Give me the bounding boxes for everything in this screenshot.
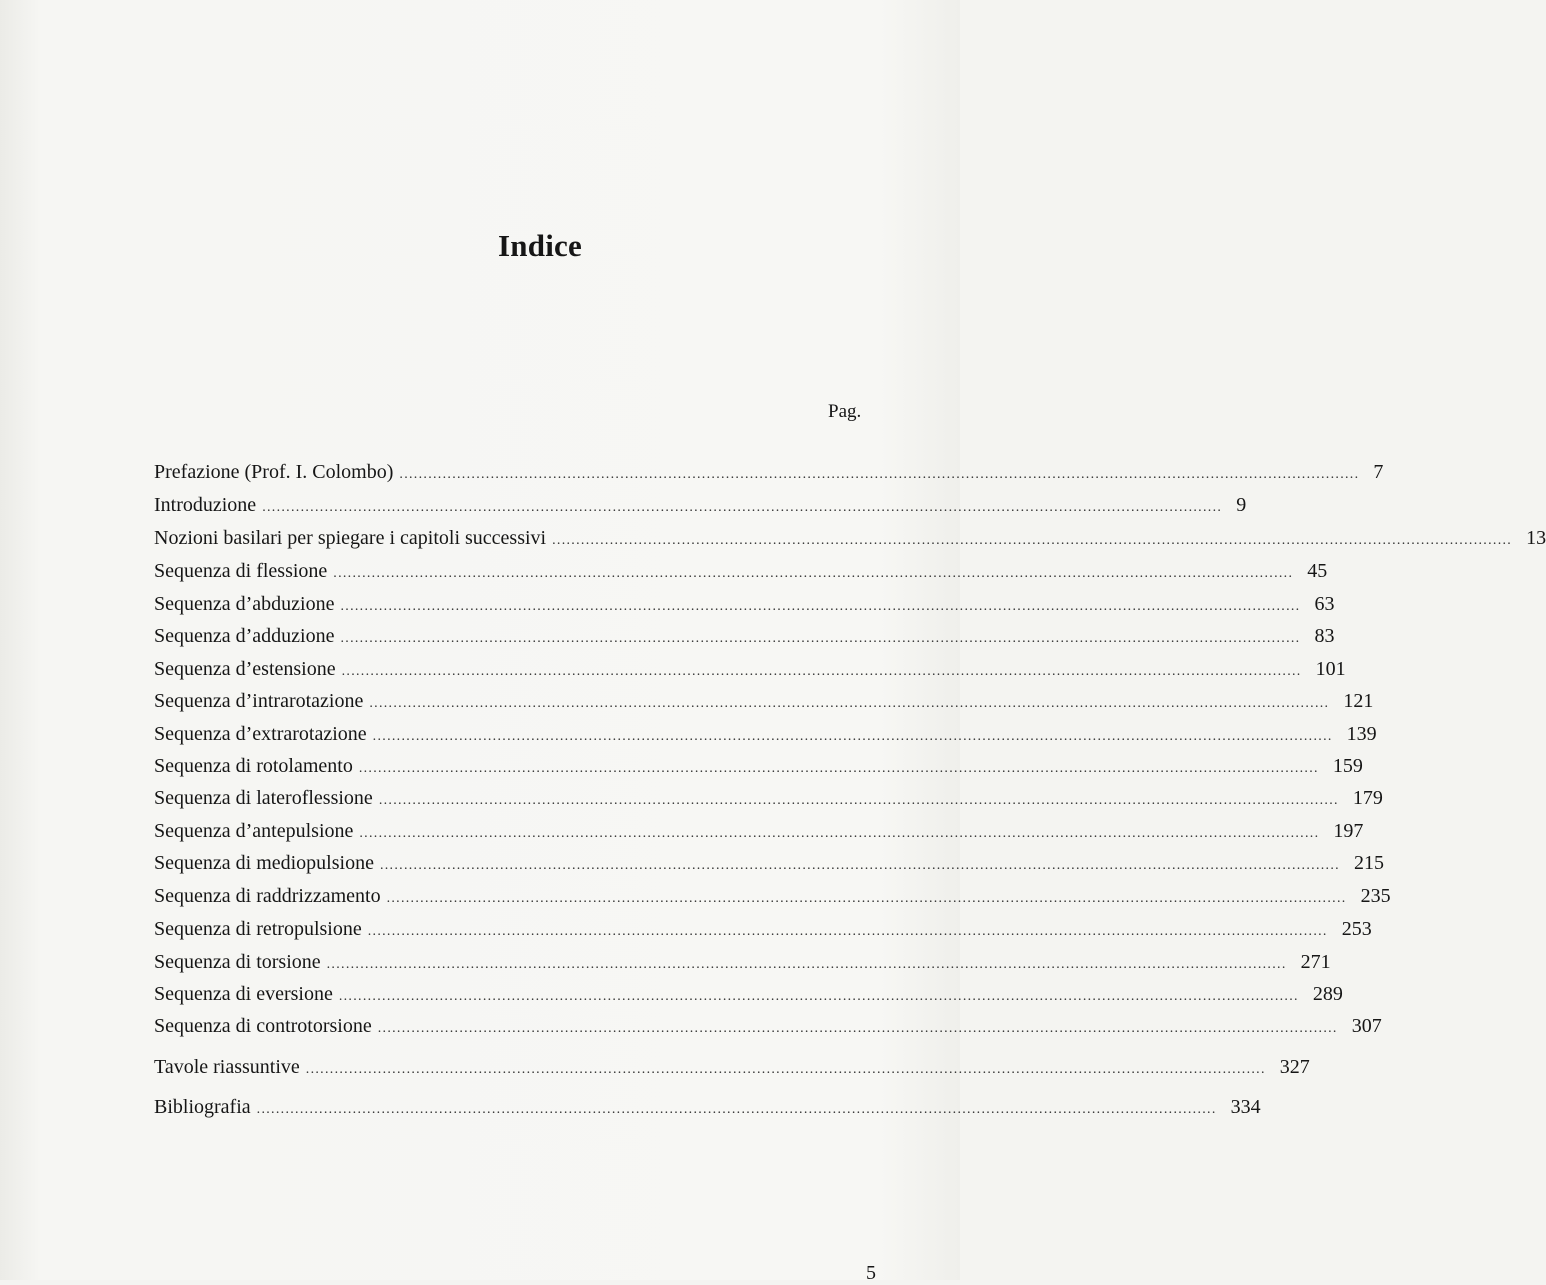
toc-entry-page: 9: [1236, 494, 1247, 516]
toc-entry: [154, 882, 1391, 910]
toc-entry-page: 63: [1314, 593, 1335, 615]
toc-entry-label: Sequenza di eversione: [154, 983, 333, 1005]
dot-leader: ........................................................................................................................................................................................................: [340, 599, 1301, 614]
toc-entry-label: Sequenza di rotolamento: [154, 755, 353, 777]
toc-entry-page: 235: [1360, 885, 1391, 907]
toc-entry: [154, 980, 1343, 1008]
dot-leader: ........................................................................................................................................................................................................: [305, 1062, 1266, 1077]
dot-leader: ........................................................................................................................................................................................................: [552, 533, 1513, 548]
dot-leader: ........................................................................................................................................................................................................: [359, 826, 1320, 841]
toc-entry: [154, 687, 1374, 715]
dot-leader: ........................................................................................................................................................................................................: [378, 793, 1339, 808]
dot-leader: ........................................................................................................................................................................................................: [367, 924, 1328, 939]
dot-leader: ........................................................................................................................................................................................................: [379, 858, 1340, 873]
toc-entry-page: 159: [1332, 755, 1363, 777]
toc-entry-label: Sequenza di lateroflessione: [154, 787, 373, 809]
toc-entry: [154, 1012, 1382, 1040]
toc-entry-label: Sequenza d’intrarotazione: [154, 690, 364, 712]
toc-entry-label: Sequenza d’extrarotazione: [154, 723, 367, 745]
dot-leader: ........................................................................................................................................................................................................: [358, 761, 1319, 776]
toc-entry: [154, 915, 1372, 943]
toc-entry-page: 7: [1373, 461, 1384, 483]
toc-entry-label: Sequenza di controtorsione: [154, 1015, 372, 1037]
toc-entry: [154, 784, 1383, 812]
toc-entry: [154, 817, 1364, 845]
toc-entry-page: 307: [1351, 1015, 1382, 1037]
toc-entry-label: Sequenza di raddrizzamento: [154, 885, 381, 907]
toc-entry: [154, 948, 1331, 976]
toc-entry-label: Sequenza d’antepulsione: [154, 820, 354, 842]
dot-leader: ........................................................................................................................................................................................................: [326, 957, 1287, 972]
toc-entry: [154, 524, 1546, 552]
toc-entry-label: Sequenza di flessione: [154, 560, 328, 582]
toc-entry-page: 139: [1346, 723, 1377, 745]
toc-entry: [154, 752, 1363, 780]
toc-entry: [154, 1093, 1261, 1121]
page-column-header: Pag.: [828, 401, 862, 422]
toc-entry-label: Sequenza di torsione: [154, 951, 321, 973]
toc-entry-page: 45: [1307, 560, 1328, 582]
toc-entry-label: Sequenza d’estensione: [154, 658, 336, 680]
toc-entry-page: 289: [1312, 983, 1343, 1005]
toc-entry-page: 253: [1341, 918, 1372, 940]
toc-entry-page: 334: [1230, 1096, 1261, 1118]
toc-entry-label: Sequenza d’adduzione: [154, 625, 335, 647]
dot-leader: ........................................................................................................................................................................................................: [372, 729, 1333, 744]
toc-entry-label: Sequenza d’abduzione: [154, 593, 335, 615]
dot-leader: ........................................................................................................................................................................................................: [262, 500, 1223, 515]
toc-entry-page: 271: [1300, 951, 1331, 973]
toc-entry-label: Nozioni basilari per spiegare i capitoli successivi: [154, 527, 547, 549]
toc-entry: [154, 720, 1377, 748]
toc-entry-label: Introduzione: [154, 494, 257, 516]
toc-entry-page: 83: [1314, 625, 1335, 647]
toc-entry: [154, 849, 1384, 877]
toc-entry: [154, 557, 1328, 585]
toc-entry-page: 121: [1343, 690, 1374, 712]
dot-leader: ........................................................................................................................................................................................................: [399, 467, 1360, 482]
toc-entry: [154, 1053, 1310, 1081]
toc-entry: [154, 590, 1335, 618]
dot-leader: ........................................................................................................................................................................................................: [377, 1021, 1338, 1036]
dot-leader: ........................................................................................................................................................................................................: [333, 566, 1294, 581]
toc-entry-page: 327: [1279, 1056, 1310, 1078]
toc-entry-page: 13: [1526, 527, 1546, 549]
toc-entry-page: 197: [1333, 820, 1364, 842]
toc-entry-label: Bibliografia: [154, 1096, 251, 1118]
toc-entry: [154, 491, 1247, 519]
toc-entry: [154, 655, 1346, 683]
toc-entry-label: Prefazione (Prof. I. Colombo): [154, 461, 394, 483]
toc-entry: [154, 622, 1335, 650]
dot-leader: ........................................................................................................................................................................................................: [369, 696, 1330, 711]
toc-entry: [154, 458, 1384, 486]
toc-entry-label: Sequenza di mediopulsione: [154, 852, 374, 874]
toc-entry-label: Tavole riassuntive: [154, 1056, 300, 1078]
page-number: 5: [866, 1262, 876, 1284]
dot-leader: ........................................................................................................................................................................................................: [338, 989, 1299, 1004]
toc-entry-label: Sequenza di retropulsione: [154, 918, 362, 940]
toc-entry-page: 101: [1315, 658, 1346, 680]
dot-leader: ........................................................................................................................................................................................................: [386, 891, 1347, 906]
page-title: Indice: [498, 228, 582, 263]
toc-entry-page: 179: [1352, 787, 1383, 809]
dot-leader: ........................................................................................................................................................................................................: [340, 631, 1301, 646]
dot-leader: ........................................................................................................................................................................................................: [256, 1102, 1217, 1117]
dot-leader: ........................................................................................................................................................................................................: [341, 664, 1302, 679]
toc-entry-page: 215: [1353, 852, 1384, 874]
